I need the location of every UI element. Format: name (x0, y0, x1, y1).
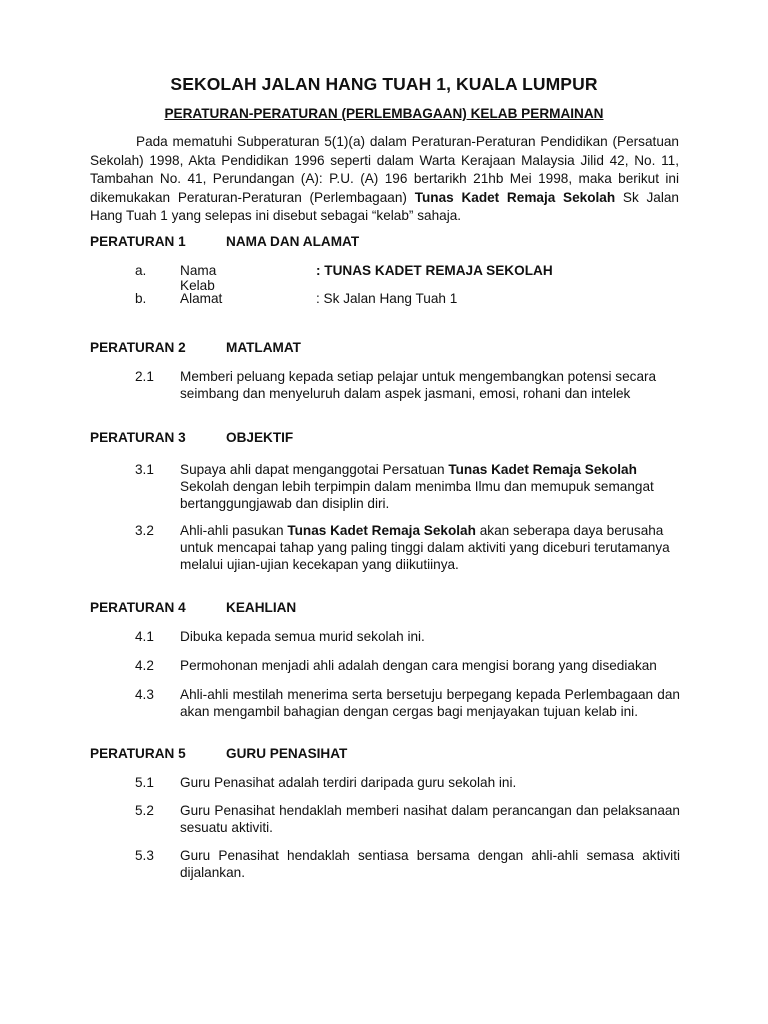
item-number: 2.1 (135, 369, 154, 384)
section-number: PERATURAN 3 (90, 430, 186, 445)
section-number: PERATURAN 2 (90, 340, 186, 355)
intro-club-name: Tunas Kadet Remaja Sekolah (414, 189, 616, 205)
item-text: Guru Penasihat hendaklah sentiasa bersama dengan ahli-ahli semasa aktiviti dijalankan. (180, 848, 680, 880)
list-item (135, 368, 680, 402)
item-number: 3.1 (135, 462, 154, 477)
section-3-heading (90, 430, 293, 445)
section-1-heading (90, 234, 359, 249)
item-number: 4.1 (135, 629, 154, 644)
item-text-part: akan seberapa daya berusaha untuk mencapai tahap yang paling tinggi dalam aktiviti yang diceburi terutamanya melalui ujian-ujian kecekapan yang diikutiinya. (180, 523, 670, 572)
school-title: SEKOLAH JALAN HANG TUAH 1, KUALA LUMPUR (170, 74, 598, 94)
section-title: NAMA DAN ALAMAT (226, 234, 360, 249)
item-text-part: Sekolah dengan lebih terpimpin dalam menimba Ilmu dan memupuk semangat bertanggungjawab dan disiplin diri. (180, 479, 654, 511)
club-name-bold: Tunas Kadet Remaja Sekolah (287, 523, 476, 538)
section-title: KEAHLIAN (226, 600, 297, 615)
section-5-heading (90, 746, 347, 761)
list-item (135, 628, 680, 645)
item-number: 4.3 (135, 687, 154, 702)
item-number: 5.3 (135, 848, 154, 863)
row-label: Alamat (180, 291, 223, 306)
item-text (180, 522, 680, 573)
item-number: 5.1 (135, 775, 154, 790)
item-text: Dibuka kepada semua murid sekolah ini. (180, 629, 425, 644)
list-item (135, 847, 680, 881)
item-text (180, 461, 680, 512)
intro-text-2: Sk Jalan Hang Tuah 1 yang selepas ini disebut sebagai “kelab” sahaja. (90, 189, 679, 223)
row-value: : TUNAS KADET REMAJA SEKOLAH (316, 263, 553, 278)
section-number: PERATURAN 5 (90, 746, 186, 761)
section-title: GURU PENASIHAT (226, 746, 348, 761)
row-value: : Sk Jalan Hang Tuah 1 (316, 291, 458, 306)
item-text: Ahli-ahli mestilah menerima serta bersetuju berpegang kepada Perlembagaan dan akan mengambil bahagian dengan cergas bagi menjayakan tujuan kelab ini. (180, 687, 680, 719)
list-item (135, 774, 680, 791)
list-item (135, 657, 680, 674)
intro-paragraph (90, 133, 679, 226)
club-name-bold: Tunas Kadet Remaja Sekolah (448, 462, 637, 477)
item-text: Guru Penasihat hendaklah memberi nasihat dalam perancangan dan pelaksanaan sesuatu aktiviti. (180, 803, 680, 835)
list-item (135, 802, 680, 836)
list-item (135, 686, 680, 720)
item-number: 4.2 (135, 658, 154, 673)
item-text-part: Supaya ahli dapat menganggotai Persatuan (180, 462, 449, 477)
intro-text-1: Pada mematuhi Subperaturan 5(1)(a) dalam Peraturan-Peraturan Pendidikan (Persatuan Sekolah) 1998, Akta Pendidikan 1996 seperti dalam Warta Kerajaan Malaysia Jilid 42, No. 11, Tambahan No. 41, Perundangan (A): P.U. (A) 196 bertarikh 21hb Mei 1998, maka berikut ini dikemukakan Peraturan-Peraturan (Perlembagaan) (90, 134, 679, 205)
section-number: PERATURAN 4 (90, 600, 186, 615)
section-title: MATLAMAT (226, 340, 301, 355)
section-4-heading (90, 600, 296, 615)
row-marker: b. (135, 291, 147, 306)
section-title: OBJEKTIF (226, 430, 294, 445)
item-text-part: Ahli-ahli pasukan (180, 523, 288, 538)
list-item (135, 522, 680, 573)
section-2-heading (90, 340, 301, 355)
item-text: Permohonan menjadi ahli adalah dengan cara mengisi borang yang disediakan (180, 658, 657, 673)
item-text: Guru Penasihat adalah terdiri daripada guru sekolah ini. (180, 775, 517, 790)
list-item (135, 461, 680, 512)
section-number: PERATURAN 1 (90, 234, 186, 249)
row-label: Nama Kelab (180, 263, 217, 293)
document-subtitle: PERATURAN-PERATURAN (PERLEMBAGAAN) KELAB PERMAINAN (164, 106, 604, 121)
item-number: 3.2 (135, 523, 154, 538)
item-number: 5.2 (135, 803, 154, 818)
row-marker: a. (135, 263, 147, 278)
item-text: Memberi peluang kepada setiap pelajar untuk mengembangkan potensi secara seimbang dan menyeluruh dalam aspek jasmani, emosi, rohani dan intelek (180, 369, 657, 401)
